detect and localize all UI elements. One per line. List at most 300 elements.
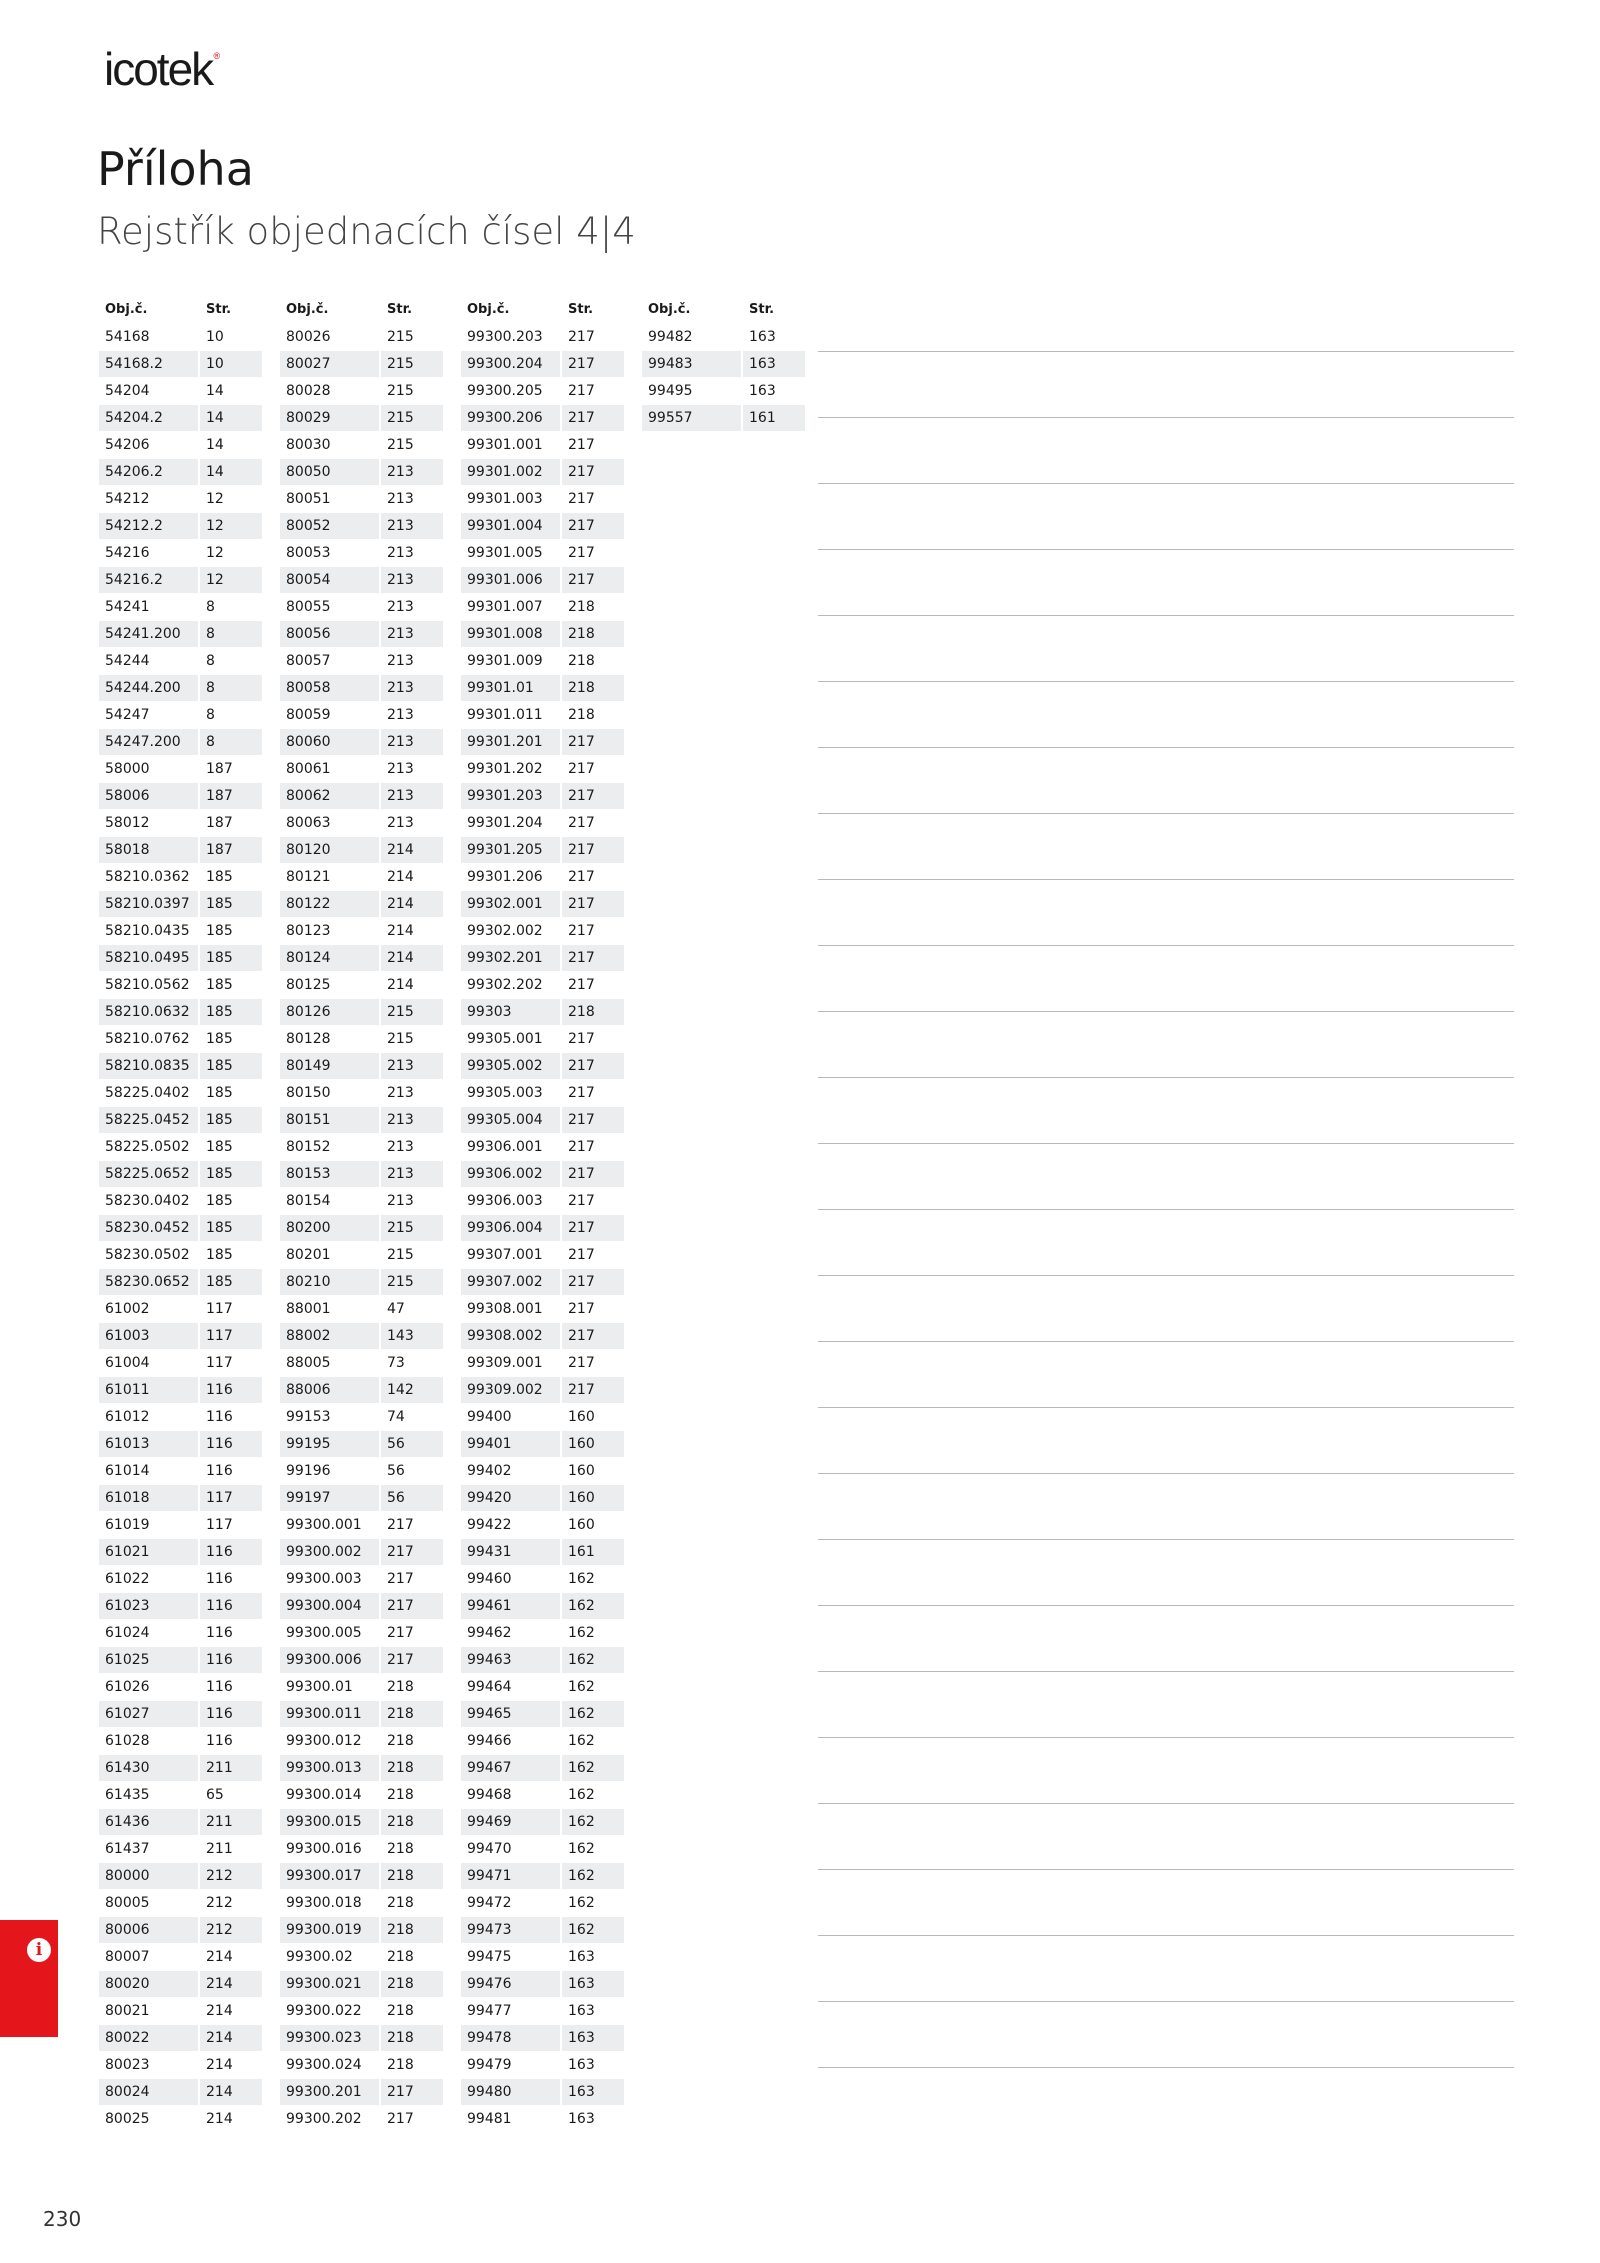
order-number-cell: 99300.021 xyxy=(280,1971,379,1997)
page-cell: 213 xyxy=(387,1193,414,1209)
note-line xyxy=(818,1737,1514,1738)
table-row xyxy=(99,1647,262,1674)
order-number-cell: 80005 xyxy=(105,1895,150,1911)
table-row xyxy=(280,945,443,972)
order-number-cell: 99300.012 xyxy=(286,1733,362,1749)
page-cell: 162 xyxy=(568,1787,595,1803)
page-cell: 217 xyxy=(562,351,624,377)
order-number-cell: 99301.009 xyxy=(467,653,543,669)
table-row xyxy=(99,594,262,621)
page-cell: 214 xyxy=(387,923,414,939)
order-number-cell: 99300.206 xyxy=(461,405,560,431)
header-page: Str. xyxy=(206,302,232,317)
order-number-cell: 99483 xyxy=(642,351,741,377)
order-number-cell: 80020 xyxy=(99,1971,198,1997)
table-row xyxy=(99,1836,262,1863)
table-row xyxy=(280,1863,443,1890)
table-row xyxy=(461,1215,624,1242)
order-number-cell: 99197 xyxy=(280,1485,379,1511)
page-cell: 12 xyxy=(206,545,224,561)
page-cell: 217 xyxy=(562,783,624,809)
order-number-cell: 58000 xyxy=(105,761,150,777)
table-row xyxy=(461,1404,624,1431)
table-row xyxy=(280,1107,443,1134)
header-order-number: Obj.č. xyxy=(105,302,148,317)
page-cell: 213 xyxy=(387,707,414,723)
table-row xyxy=(280,972,443,999)
order-number-cell: 99306.004 xyxy=(461,1215,560,1241)
table-row xyxy=(99,783,262,810)
page-cell: 213 xyxy=(387,1085,414,1101)
table-row xyxy=(99,918,262,945)
order-number-cell: 88001 xyxy=(286,1301,331,1317)
page-cell: 185 xyxy=(200,945,262,971)
page-cell: 217 xyxy=(568,761,595,777)
table-row xyxy=(461,1377,624,1404)
table-row xyxy=(461,1323,624,1350)
table-row xyxy=(280,1944,443,1971)
page-cell: 160 xyxy=(568,1517,595,1533)
table-row xyxy=(99,1107,262,1134)
note-line xyxy=(818,1077,1514,1078)
table-row xyxy=(461,1512,624,1539)
table-row xyxy=(99,1593,262,1620)
order-number-cell: 58210.0495 xyxy=(99,945,198,971)
table-row xyxy=(99,1242,262,1269)
page-cell: 213 xyxy=(381,1053,443,1079)
page-cell: 217 xyxy=(568,1301,595,1317)
page-cell: 12 xyxy=(200,513,262,539)
page-cell: 162 xyxy=(568,1625,595,1641)
table-body xyxy=(642,324,805,432)
table-row xyxy=(99,1755,262,1782)
table-row xyxy=(99,1296,262,1323)
page-cell: 163 xyxy=(562,2079,624,2105)
order-number-cell: 58230.0652 xyxy=(99,1269,198,1295)
page-cell: 217 xyxy=(387,1625,414,1641)
order-number-cell: 99300.003 xyxy=(286,1571,362,1587)
page-cell: 217 xyxy=(562,1377,624,1403)
table-row xyxy=(99,324,262,351)
page-cell: 215 xyxy=(381,405,443,431)
order-number-cell: 80030 xyxy=(286,437,331,453)
order-number-cell: 99307.001 xyxy=(467,1247,543,1263)
order-number-cell: 99300.019 xyxy=(280,1917,379,1943)
table-row xyxy=(280,1377,443,1404)
order-number-cell: 58018 xyxy=(99,837,198,863)
page-cell: 217 xyxy=(562,513,624,539)
page-cell: 160 xyxy=(562,1431,624,1457)
table-row xyxy=(280,1998,443,2025)
page-cell: 215 xyxy=(381,999,443,1025)
order-number-cell: 99467 xyxy=(461,1755,560,1781)
table-row xyxy=(461,864,624,891)
order-number-cell: 99470 xyxy=(467,1841,512,1857)
table-row xyxy=(461,1593,624,1620)
page-cell: 185 xyxy=(206,1247,233,1263)
order-number-cell: 58230.0452 xyxy=(99,1215,198,1241)
page-cell: 213 xyxy=(387,545,414,561)
order-number-cell: 80152 xyxy=(286,1139,331,1155)
page-cell: 162 xyxy=(568,1571,595,1587)
page-cell: 185 xyxy=(200,891,262,917)
table-row xyxy=(99,1971,262,1998)
order-number-cell: 61023 xyxy=(99,1593,198,1619)
table-row xyxy=(461,1296,624,1323)
table-body xyxy=(461,324,624,2133)
table-row xyxy=(461,1539,624,1566)
page-cell: 116 xyxy=(200,1593,262,1619)
order-number-cell: 61025 xyxy=(99,1647,198,1673)
table-row xyxy=(99,1809,262,1836)
page-cell: 215 xyxy=(387,329,414,345)
index-table-4 xyxy=(642,298,805,432)
table-row xyxy=(99,1161,262,1188)
page-cell: 213 xyxy=(381,567,443,593)
page-cell: 116 xyxy=(206,1409,233,1425)
page-cell: 214 xyxy=(387,869,414,885)
note-line xyxy=(818,351,1514,352)
page-cell: 218 xyxy=(381,1755,443,1781)
table-row xyxy=(461,1134,624,1161)
table-row xyxy=(280,1215,443,1242)
page-cell: 213 xyxy=(387,599,414,615)
page-cell: 162 xyxy=(562,1593,624,1619)
page-cell: 214 xyxy=(381,837,443,863)
page-cell: 217 xyxy=(568,1355,595,1371)
page-cell: 214 xyxy=(381,891,443,917)
order-number-cell: 80151 xyxy=(280,1107,379,1133)
order-number-cell: 58225.0502 xyxy=(105,1139,190,1155)
order-number-cell: 58210.0362 xyxy=(105,869,190,885)
page-cell: 14 xyxy=(206,437,224,453)
table-row xyxy=(461,1728,624,1755)
order-number-cell: 80123 xyxy=(286,923,331,939)
order-number-cell: 99308.001 xyxy=(467,1301,543,1317)
order-number-cell: 99300.203 xyxy=(467,329,543,345)
table-row xyxy=(280,1323,443,1350)
order-number-cell: 99301.008 xyxy=(461,621,560,647)
note-line xyxy=(818,417,1514,418)
page-title: Příloha xyxy=(97,142,254,196)
order-number-cell: 99305.001 xyxy=(467,1031,543,1047)
page-cell: 163 xyxy=(562,1971,624,1997)
page-cell: 217 xyxy=(568,815,595,831)
order-number-cell: 99463 xyxy=(461,1647,560,1673)
order-number-cell: 61013 xyxy=(99,1431,198,1457)
table-row xyxy=(642,324,805,351)
table-row xyxy=(99,1350,262,1377)
order-number-cell: 99431 xyxy=(461,1539,560,1565)
table-row xyxy=(99,1377,262,1404)
order-number-cell: 54216 xyxy=(105,545,150,561)
page-cell: 162 xyxy=(562,1755,624,1781)
table-row xyxy=(99,1512,262,1539)
order-number-cell: 99495 xyxy=(648,383,693,399)
page-cell: 185 xyxy=(200,999,262,1025)
page-cell: 214 xyxy=(200,2025,262,2051)
table-row xyxy=(280,1188,443,1215)
table-row xyxy=(461,1701,624,1728)
page-cell: 218 xyxy=(387,1841,414,1857)
page-cell: 211 xyxy=(200,1755,262,1781)
table-row xyxy=(461,1161,624,1188)
table-row xyxy=(280,729,443,756)
order-number-cell: 80125 xyxy=(286,977,331,993)
page-cell: 213 xyxy=(381,1107,443,1133)
table-row xyxy=(461,351,624,378)
page-cell: 217 xyxy=(562,1323,624,1349)
table-row xyxy=(99,999,262,1026)
order-number-cell: 99400 xyxy=(467,1409,512,1425)
page-cell: 215 xyxy=(381,1269,443,1295)
table-row xyxy=(461,2106,624,2133)
page-cell: 185 xyxy=(206,1193,233,1209)
table-body xyxy=(280,324,443,2133)
page-cell: 217 xyxy=(387,2111,414,2127)
page-cell: 217 xyxy=(568,491,595,507)
table-row xyxy=(461,810,624,837)
order-number-cell: 54241 xyxy=(105,599,150,615)
order-number-cell: 58230.0502 xyxy=(105,1247,190,1263)
page-cell: 12 xyxy=(206,491,224,507)
table-row xyxy=(461,1809,624,1836)
table-row xyxy=(99,1539,262,1566)
order-number-cell: 99300.02 xyxy=(286,1949,353,1965)
page-cell: 116 xyxy=(206,1733,233,1749)
table-row xyxy=(99,2025,262,2052)
table-row xyxy=(280,1782,443,1809)
order-number-cell: 99402 xyxy=(467,1463,512,1479)
table-row xyxy=(461,1620,624,1647)
order-number-cell: 80006 xyxy=(99,1917,198,1943)
order-number-cell: 80126 xyxy=(280,999,379,1025)
note-line xyxy=(818,1341,1514,1342)
page-cell: 218 xyxy=(381,2025,443,2051)
order-number-cell: 61028 xyxy=(105,1733,150,1749)
table-row xyxy=(280,999,443,1026)
note-line xyxy=(818,747,1514,748)
table-row xyxy=(461,594,624,621)
table-row xyxy=(461,1242,624,1269)
order-number-cell: 99300.017 xyxy=(280,1863,379,1889)
page-cell: 8 xyxy=(206,599,215,615)
order-number-cell: 99303 xyxy=(461,999,560,1025)
order-number-cell: 58006 xyxy=(99,783,198,809)
page-cell: 217 xyxy=(562,1161,624,1187)
note-line xyxy=(818,681,1514,682)
order-number-cell: 80059 xyxy=(286,707,331,723)
page-cell: 213 xyxy=(387,491,414,507)
table-row xyxy=(280,2052,443,2079)
order-number-cell: 99301.007 xyxy=(467,599,543,615)
page-cell: 185 xyxy=(206,869,233,885)
logo-text: icotek xyxy=(104,43,213,95)
order-number-cell: 99464 xyxy=(467,1679,512,1695)
order-number-cell: 80056 xyxy=(280,621,379,647)
table-row xyxy=(99,1620,262,1647)
order-number-cell: 99480 xyxy=(461,2079,560,2105)
order-number-cell: 80200 xyxy=(280,1215,379,1241)
page-cell: 10 xyxy=(206,329,224,345)
order-number-cell: 80063 xyxy=(286,815,331,831)
order-number-cell: 99300.001 xyxy=(286,1517,362,1533)
order-number-cell: 80022 xyxy=(99,2025,198,2051)
page-cell: 218 xyxy=(381,1863,443,1889)
page-cell: 116 xyxy=(206,1463,233,1479)
page-cell: 214 xyxy=(206,2111,233,2127)
order-number-cell: 61436 xyxy=(99,1809,198,1835)
table-row xyxy=(461,621,624,648)
table-row xyxy=(280,1161,443,1188)
page-cell: 214 xyxy=(387,977,414,993)
icotek-logo xyxy=(104,43,221,95)
table-row xyxy=(280,1269,443,1296)
table-row xyxy=(461,999,624,1026)
page-cell: 213 xyxy=(387,815,414,831)
page-cell: 213 xyxy=(387,1139,414,1155)
order-number-cell: 99302.002 xyxy=(467,923,543,939)
table-row xyxy=(99,1026,262,1053)
table-row xyxy=(461,1269,624,1296)
order-number-cell: 80062 xyxy=(280,783,379,809)
header-page: Str. xyxy=(387,302,413,317)
table-row xyxy=(99,1269,262,1296)
order-number-cell: 99300.016 xyxy=(286,1841,362,1857)
page-cell: 212 xyxy=(206,1895,233,1911)
order-number-cell: 99301.006 xyxy=(461,567,560,593)
order-number-cell: 99422 xyxy=(467,1517,512,1533)
table-row xyxy=(461,1863,624,1890)
table-row xyxy=(461,648,624,675)
page-cell: 163 xyxy=(749,383,776,399)
table-row xyxy=(280,1053,443,1080)
table-row xyxy=(280,1890,443,1917)
table-row xyxy=(461,1890,624,1917)
order-number-cell: 58012 xyxy=(105,815,150,831)
info-side-tab xyxy=(0,1920,58,2037)
order-number-cell: 99300.011 xyxy=(280,1701,379,1727)
page-cell: 217 xyxy=(387,1517,414,1533)
table-row xyxy=(280,351,443,378)
page-cell: 143 xyxy=(381,1323,443,1349)
table-row xyxy=(461,1485,624,1512)
table-row xyxy=(461,702,624,729)
page-cell: 217 xyxy=(562,1269,624,1295)
table-row xyxy=(99,432,262,459)
page-cell: 217 xyxy=(562,1215,624,1241)
page-cell: 213 xyxy=(381,729,443,755)
table-row xyxy=(461,567,624,594)
order-number-cell: 99557 xyxy=(642,405,741,431)
page-cell: 162 xyxy=(568,1733,595,1749)
table-row xyxy=(99,1782,262,1809)
order-number-cell: 54206 xyxy=(105,437,150,453)
order-number-cell: 61024 xyxy=(105,1625,150,1641)
note-line xyxy=(818,1275,1514,1276)
table-row xyxy=(99,378,262,405)
order-number-cell: 80051 xyxy=(286,491,331,507)
order-number-cell: 80027 xyxy=(280,351,379,377)
order-number-cell: 99305.003 xyxy=(467,1085,543,1101)
header-order-number: Obj.č. xyxy=(467,302,510,317)
page-cell: 185 xyxy=(200,1107,262,1133)
order-number-cell: 61027 xyxy=(99,1701,198,1727)
page-cell: 217 xyxy=(568,923,595,939)
order-number-cell: 58225.0652 xyxy=(99,1161,198,1187)
order-number-cell: 99477 xyxy=(467,2003,512,2019)
page-cell: 14 xyxy=(206,383,224,399)
page-cell: 8 xyxy=(206,707,215,723)
page-cell: 56 xyxy=(381,1431,443,1457)
page-cell: 160 xyxy=(568,1409,595,1425)
order-number-cell: 99306.002 xyxy=(461,1161,560,1187)
order-number-cell: 80128 xyxy=(286,1031,331,1047)
page-cell: 217 xyxy=(562,945,624,971)
table-row xyxy=(280,1296,443,1323)
order-number-cell: 99301.003 xyxy=(467,491,543,507)
table-row xyxy=(280,1026,443,1053)
order-number-cell: 54244 xyxy=(105,653,150,669)
order-number-cell: 54247 xyxy=(105,707,150,723)
order-number-cell: 61003 xyxy=(99,1323,198,1349)
order-number-cell: 99300.024 xyxy=(286,2057,362,2073)
page-cell: 163 xyxy=(749,329,776,345)
page-cell: 217 xyxy=(562,405,624,431)
index-table-2 xyxy=(280,298,443,2133)
order-number-cell: 58210.0835 xyxy=(99,1053,198,1079)
table-row xyxy=(99,1323,262,1350)
order-number-cell: 54216.2 xyxy=(99,567,198,593)
table-row xyxy=(461,675,624,702)
order-number-cell: 99300.205 xyxy=(467,383,543,399)
order-number-cell: 80124 xyxy=(280,945,379,971)
page-cell: 161 xyxy=(562,1539,624,1565)
order-number-cell: 99460 xyxy=(467,1571,512,1587)
page-cell: 218 xyxy=(562,621,624,647)
table-header xyxy=(642,298,805,324)
order-number-cell: 99300.201 xyxy=(280,2079,379,2105)
page-cell: 65 xyxy=(206,1787,224,1803)
note-line xyxy=(818,1935,1514,1936)
order-number-cell: 99401 xyxy=(461,1431,560,1457)
table-row xyxy=(99,1485,262,1512)
page-subtitle: Rejstřík objednacích čísel 4|4 xyxy=(97,210,636,253)
order-number-cell: 80000 xyxy=(99,1863,198,1889)
page-cell: 218 xyxy=(568,653,595,669)
info-icon: i xyxy=(27,1938,51,1962)
page-cell: 213 xyxy=(381,621,443,647)
table-row xyxy=(99,972,262,999)
page-cell: 160 xyxy=(562,1485,624,1511)
table-row xyxy=(461,783,624,810)
note-line xyxy=(818,1803,1514,1804)
page-cell: 187 xyxy=(206,815,233,831)
page-cell: 162 xyxy=(568,1841,595,1857)
table-row xyxy=(461,1080,624,1107)
note-line xyxy=(818,1605,1514,1606)
order-number-cell: 80201 xyxy=(286,1247,331,1263)
order-number-cell: 99461 xyxy=(461,1593,560,1619)
page-cell: 187 xyxy=(200,837,262,863)
table-row xyxy=(461,1107,624,1134)
page-cell: 217 xyxy=(562,891,624,917)
table-row xyxy=(99,729,262,756)
page-cell: 217 xyxy=(568,977,595,993)
table-row xyxy=(461,729,624,756)
page-cell: 218 xyxy=(387,1787,414,1803)
page-cell: 12 xyxy=(200,567,262,593)
